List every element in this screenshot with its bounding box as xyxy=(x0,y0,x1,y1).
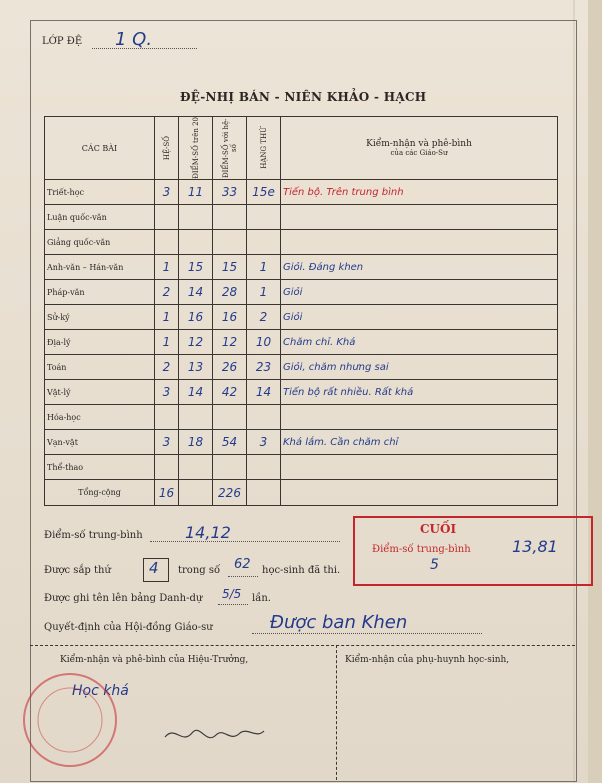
stamp-line: Điểm-số trung-bình xyxy=(372,544,471,555)
stamp-title: CUỐI xyxy=(420,522,457,536)
stamp-extra: 5 xyxy=(430,557,439,573)
table-row: Toán 2 13 26 23 Giỏi, chăm nhưng sai xyxy=(45,355,558,380)
footer-divider xyxy=(30,645,575,646)
table-row: Vật-lý 3 14 42 14 Tiến bộ rất nhiều. Rất khá xyxy=(45,380,558,405)
grades-table xyxy=(44,116,558,506)
honor-suffix: lần. xyxy=(252,593,271,604)
stamp-value: 13,81 xyxy=(512,537,558,556)
principal-signature xyxy=(160,715,270,755)
class-label: LỚP ĐỆ xyxy=(42,36,83,47)
rank-label: Được sắp thứ xyxy=(44,565,111,576)
table-row: Triết-học 3 11 33 15e Tiến bộ. Trên trung bình xyxy=(45,180,558,205)
header-weighted: ĐIỂM-SỐ với hệ-số xyxy=(213,117,247,180)
class-value: 1 Q. xyxy=(115,29,153,50)
honor-label: Được ghi tên lên bảng Danh-dự xyxy=(44,593,203,604)
header-comment: Kiểm-nhận và phê-bình của các Giáo-Sư xyxy=(281,117,558,180)
rank-value: 4 xyxy=(149,559,159,577)
table-header-row xyxy=(45,117,558,180)
header-coef: HỆ-SỐ xyxy=(155,117,179,180)
table-row: Địa-lý 1 12 12 10 Chăm chỉ. Khá xyxy=(45,330,558,355)
page-title: ĐỆ-NHỊ BÁN - NIÊN KHẢO - HẠCH xyxy=(180,90,427,104)
total-weighted: 226 xyxy=(213,480,247,506)
parent-label: Kiểm-nhận của phụ-huynh học-sinh, xyxy=(345,655,510,665)
students-rule xyxy=(228,576,258,577)
footer-split xyxy=(336,645,337,780)
principal-label: Kiểm-nhận và phê-bình của Hiệu-Trưởng, xyxy=(60,655,249,665)
principal-comment: Học khá xyxy=(72,683,129,699)
table-row: Sử-ký 1 16 16 2 Giỏi xyxy=(45,305,558,330)
header-score20: ĐIỂM-SỐ trên 20 xyxy=(179,117,213,180)
students-value: 62 xyxy=(234,557,251,572)
header-rank: HẠNG THỨ xyxy=(247,117,281,180)
table-row: Pháp-văn 2 14 28 1 Giỏi xyxy=(45,280,558,305)
total-coef: 16 xyxy=(155,480,179,506)
honor-rule xyxy=(218,604,248,605)
table-row: Luận quốc-văn xyxy=(45,205,558,230)
total-label: Tổng-cộng xyxy=(45,480,155,506)
school-seal xyxy=(20,670,160,780)
decision-value: Được ban Khen xyxy=(270,612,408,633)
table-row: Giảng quốc-văn xyxy=(45,230,558,255)
decision-rule xyxy=(252,633,482,634)
students-label: học-sinh đã thi. xyxy=(262,565,341,576)
total-row xyxy=(45,480,558,506)
honor-value: 5/5 xyxy=(222,587,242,601)
avg-label: Điểm-số trung-bình xyxy=(44,530,143,541)
header-subjects: CÁC BÀI xyxy=(45,117,155,180)
avg-rule xyxy=(150,541,340,542)
table-row: Anh-văn – Hán-văn 1 15 15 1 Giỏi. Đáng khen xyxy=(45,255,558,280)
avg-value: 14,12 xyxy=(185,523,231,542)
table-row: Hóa-học xyxy=(45,405,558,430)
table-row: Thể-thao xyxy=(45,455,558,480)
rank-of-label: trong số xyxy=(178,565,221,576)
table-row: Vạn-vật 3 18 54 3 Khá lắm. Cần chăm chỉ xyxy=(45,430,558,455)
decision-label: Quyết-định của Hội-đồng Giáo-sư xyxy=(44,622,213,633)
